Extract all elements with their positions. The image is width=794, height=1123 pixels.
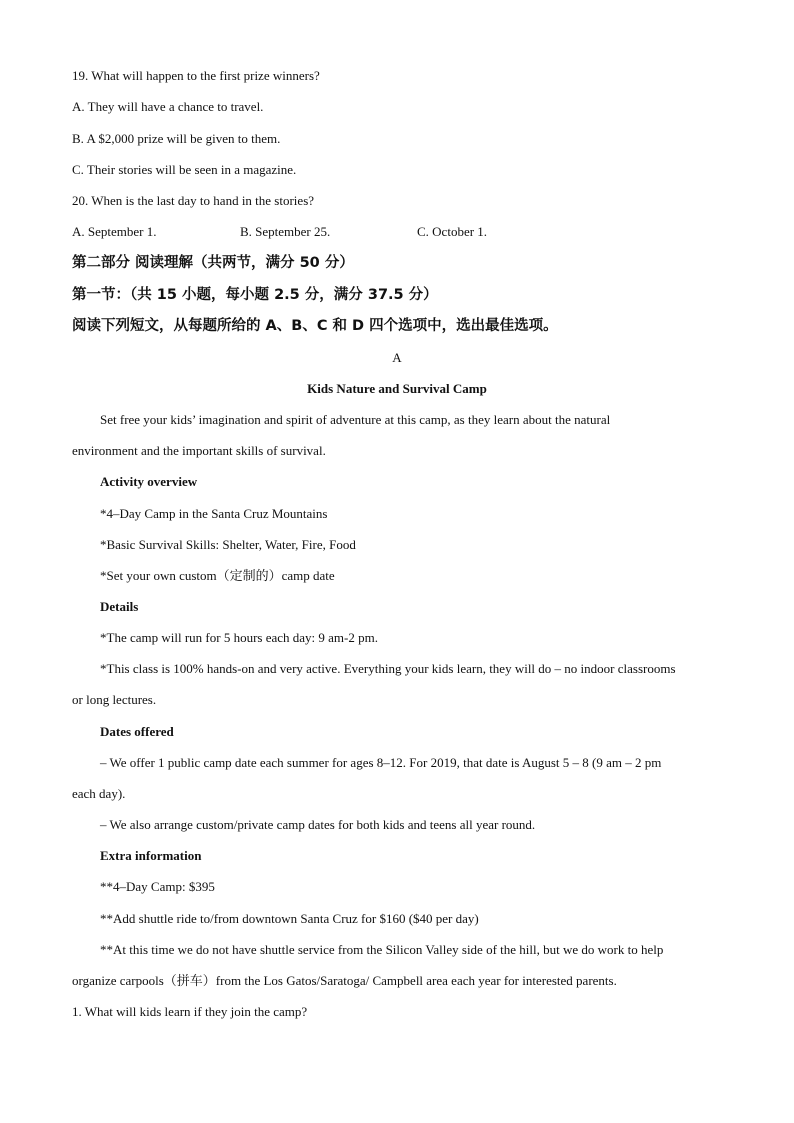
details-heading: Details — [100, 599, 139, 614]
extra-item-3-line-1: **At this time we do not have shuttle service from the Silicon Valley side of the hill, but we do work to help — [100, 942, 664, 957]
passage-title: Kids Nature and Survival Camp — [307, 381, 487, 396]
dates-heading: Dates offered — [100, 724, 174, 739]
q20-option-b: B. September 25. — [240, 224, 331, 239]
activity-item-1: *4–Day Camp in the Santa Cruz Mountains — [100, 506, 328, 521]
details-item-1: *The camp will run for 5 hours each day: 9 am-2 pm. — [100, 630, 378, 645]
section-header-part2: 第二部分 阅读理解（共两节，满分 50 分） — [72, 255, 354, 271]
activity-item-3: *Set your own custom（定制的）camp date — [100, 568, 335, 583]
question-20: 20. When is the last day to hand in the stories? — [72, 193, 315, 208]
dates-item-1-line-2: each day). — [72, 786, 126, 801]
q19-option-b: B. A $2,000 prize will be given to them. — [72, 131, 281, 146]
extra-item-3-line-2: organize carpools（拼车）from the Los Gatos/Saratoga/ Campbell area each year for interested parents. — [72, 973, 617, 988]
extra-item-2: **Add shuttle ride to/from downtown Santa Cruz for $160 ($40 per day) — [100, 911, 479, 926]
question-1: 1. What will kids learn if they join the camp? — [72, 1004, 308, 1019]
passage-letter: A — [392, 350, 402, 365]
details-item-2-line-2: or long lectures. — [72, 692, 157, 707]
dates-item-1-line-1: – We offer 1 public camp date each summer for ages 8–12. For 2019, that date is August 5 – 8 (9 am – 2 pm — [100, 755, 662, 770]
section-instructions: 阅读下列短文，从每题所给的 A、B、C 和 D 四个选项中，选出最佳选项。 — [72, 318, 558, 334]
question-19: 19. What will happen to the first prize winners? — [72, 68, 320, 83]
q20-option-a: A. September 1. — [72, 224, 157, 239]
intro-line-2: environment and the important skills of survival. — [72, 443, 326, 458]
q19-option-a: A. They will have a chance to travel. — [72, 99, 264, 114]
dates-item-2: – We also arrange custom/private camp dates for both kids and teens all year round. — [100, 817, 536, 832]
details-item-2-line-1: *This class is 100% hands-on and very active. Everything your kids learn, they will do – no indoor classrooms — [100, 661, 676, 676]
q20-option-c: C. October 1. — [417, 224, 488, 239]
extra-heading: Extra information — [100, 848, 202, 863]
extra-item-1: **4–Day Camp: $395 — [100, 879, 215, 894]
activity-heading: Activity overview — [100, 474, 198, 489]
activity-item-2: *Basic Survival Skills: Shelter, Water, Fire, Food — [100, 537, 356, 552]
section-header-section1: 第一节：（共 15 小题，每小题 2.5 分，满分 37.5 分） — [72, 287, 438, 303]
q19-option-c: C. Their stories will be seen in a magazine. — [72, 162, 297, 177]
intro-line-1: Set free your kids’ imagination and spirit of adventure at this camp, as they learn about the natural — [100, 412, 611, 427]
